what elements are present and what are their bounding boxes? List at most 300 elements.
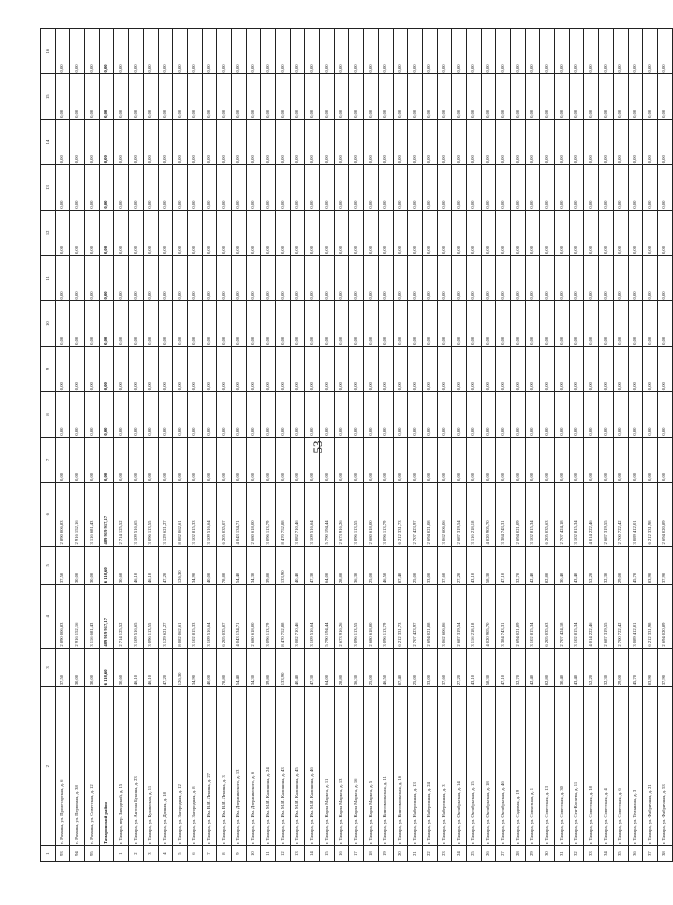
value-cell: 0,00 [496,346,511,391]
value-cell: 0,00 [628,256,643,301]
row-number-cell: 26 [481,846,496,862]
value-cell: 0,00 [555,346,570,391]
table-row [657,29,672,862]
table-row [158,29,173,862]
value-cell: 82,80 [540,648,555,687]
value-cell: 0,00 [114,119,129,164]
value-cell: 0,00 [569,346,584,391]
value-cell: 3 109 516,65 [129,585,144,649]
table-row [349,29,364,862]
value-cell: 3 096 113,79 [261,585,276,649]
value-cell: 33,00 [422,648,437,687]
value-cell: 2 680 618,00 [364,585,379,649]
value-cell: 0,00 [143,210,158,255]
value-cell: 5 790 194,44 [320,585,335,649]
value-cell: 0,00 [555,392,570,437]
value-cell: 0,00 [364,437,379,482]
value-cell: 0,00 [466,437,481,482]
value-cell: 0,00 [85,437,100,482]
value-cell: 46,10 [143,546,158,585]
value-cell: 0,00 [334,29,349,74]
value-cell: 0,00 [496,210,511,255]
value-cell: 0,00 [437,256,452,301]
value-cell: 3 102 815,33 [187,483,202,547]
value-cell: 0,00 [584,437,599,482]
value-cell: 0,00 [202,301,217,346]
value-cell: 0,00 [496,437,511,482]
value-cell: 0,00 [143,301,158,346]
address-cell: г. Тамара, ул. Им. В.И. Ленина, д. 3 [217,687,232,846]
value-cell: 0,00 [628,301,643,346]
value-cell: 0,00 [437,74,452,119]
value-cell: 0,00 [276,301,291,346]
value-cell: 0,00 [217,29,232,74]
value-cell: 0,00 [525,119,540,164]
value-cell: 0,00 [452,437,467,482]
value-cell: 0,00 [305,74,320,119]
value-cell: 0,00 [364,74,379,119]
value-cell: 0,00 [569,437,584,482]
value-cell: 0,00 [99,346,114,391]
value-cell: 0,00 [217,119,232,164]
table-body [41,29,673,862]
value-cell: 0,00 [481,119,496,164]
value-cell: 46,50 [378,546,393,585]
value-cell: 4 020 905,70 [481,483,496,547]
value-cell: 0,00 [511,29,526,74]
table-row [231,29,246,862]
address-cell: г. Тамара, ул. Дачная, д. 18 [158,687,173,846]
value-cell: 2 687 319,55 [599,585,614,649]
row-number-cell: 23 [437,846,452,862]
value-cell: 0,00 [525,392,540,437]
value-cell: 0,00 [143,392,158,437]
value-cell: 0,00 [290,392,305,437]
value-cell: 29,00 [613,546,628,585]
value-cell: 4 014 222,46 [584,483,599,547]
value-cell: 0,00 [584,165,599,210]
value-cell: 0,00 [70,256,85,301]
value-cell: 0,00 [452,119,467,164]
value-cell: 0,00 [378,392,393,437]
value-cell: 0,00 [437,301,452,346]
value-cell: 4 014 222,46 [584,585,599,649]
table-row [511,29,526,862]
value-cell: 0,00 [305,165,320,210]
value-cell: 0,00 [511,74,526,119]
value-cell: 6 212 331,98 [643,483,658,547]
value-cell: 0,00 [584,74,599,119]
value-cell: 0,00 [70,119,85,164]
value-cell: 0,00 [599,165,614,210]
value-cell: 0,00 [70,74,85,119]
value-cell: 0,00 [305,210,320,255]
header-cell: 11 [41,256,56,301]
value-cell: 0,00 [437,346,452,391]
value-cell: 0,00 [569,256,584,301]
value-cell: 0,00 [173,392,188,437]
value-cell: 0,00 [320,210,335,255]
value-cell: 0,00 [393,301,408,346]
address-cell: г. Тамара, ул. Советская, д. 13 [540,687,555,846]
value-cell: 0,00 [261,74,276,119]
value-cell: 0,00 [129,437,144,482]
value-cell: 0,00 [158,437,173,482]
value-cell: 40,00 [202,546,217,585]
value-cell: 3 384 743,31 [496,483,511,547]
value-cell: 0,00 [349,346,364,391]
value-cell: 30,40 [555,546,570,585]
value-cell: 0,00 [99,301,114,346]
value-cell: 0,00 [349,119,364,164]
value-cell: 0,00 [202,346,217,391]
value-cell: 0,00 [158,74,173,119]
value-cell: 0,00 [378,74,393,119]
data-table [40,28,673,862]
value-cell: 0,00 [452,346,467,391]
row-number-cell: 22 [422,846,437,862]
value-cell: 489 919 917,17 [99,483,114,547]
row-number-cell: 94 [70,846,85,862]
value-cell: 0,00 [422,210,437,255]
address-cell: Тамаринский район [99,687,114,846]
address-cell: г. Тамара, ул. Им. М.И. Калинина, д. 24 [261,687,276,846]
address-cell: г. Тамара, ул. Карла Маркса, д. 5 [364,687,379,846]
value-cell: 0,00 [555,256,570,301]
value-cell: 0,00 [187,119,202,164]
value-cell: 0,00 [276,392,291,437]
value-cell: 29,00 [613,648,628,687]
value-cell: 0,00 [378,119,393,164]
value-cell: 0,00 [349,392,364,437]
value-cell: 0,00 [452,210,467,255]
value-cell: 37,90 [657,648,672,687]
value-cell: 0,00 [129,346,144,391]
address-cell: г. Тамара, ул. Фабричная, д. 21 [643,687,658,846]
value-cell: 0,00 [643,29,658,74]
value-cell: 30,60 [114,648,129,687]
row-number-cell: 29 [525,846,540,862]
value-cell: 0,00 [643,74,658,119]
value-cell: 0,00 [599,346,614,391]
value-cell: 0,00 [85,346,100,391]
value-cell: 0,00 [202,74,217,119]
value-cell: 40,40 [290,648,305,687]
value-cell: 0,00 [378,301,393,346]
value-cell: 0,00 [643,165,658,210]
header-cell: 3 [41,648,56,687]
value-cell: 0,00 [305,392,320,437]
value-cell: 0,00 [305,346,320,391]
value-cell: 0,00 [305,119,320,164]
table-row [569,29,584,862]
table-row [70,29,85,862]
value-cell: 0,00 [261,346,276,391]
value-cell: 2 694 021,08 [422,483,437,547]
address-cell: г. Тамара, ул. Комсомольская, д. 11 [378,687,393,846]
value-cell: 0,00 [540,165,555,210]
value-cell: 37,60 [437,546,452,585]
header-cell: 13 [41,165,56,210]
value-cell: 64,00 [320,648,335,687]
value-cell: 0,00 [466,392,481,437]
value-cell: 39,80 [261,546,276,585]
value-cell: 0,00 [158,119,173,164]
value-cell: 0,00 [496,256,511,301]
value-cell: 0,00 [525,29,540,74]
value-cell: 0,00 [129,165,144,210]
value-cell: 2 707 423,97 [408,585,423,649]
value-cell: 30,00 [85,648,100,687]
value-cell: 0,00 [276,256,291,301]
value-cell: 0,00 [334,210,349,255]
value-cell: 0,00 [129,74,144,119]
value-cell: 0,00 [55,256,70,301]
row-number-cell: 4 [158,846,173,862]
row-number-cell: 20 [393,846,408,862]
value-cell: 0,00 [422,29,437,74]
value-cell: 46,50 [378,648,393,687]
value-cell: 0,00 [584,119,599,164]
value-cell: 46,10 [129,648,144,687]
address-cell: г. Тамара, ул. Им. Дзержинского, д. 6 [246,687,261,846]
value-cell: 0,00 [466,210,481,255]
value-cell: 0,00 [334,256,349,301]
value-cell: 0,00 [85,392,100,437]
value-cell: 0,00 [173,119,188,164]
value-cell: 52,20 [584,546,599,585]
value-cell: 0,00 [511,165,526,210]
value-cell: 2 714 125,52 [114,585,129,649]
table-row [525,29,540,862]
value-cell: 0,00 [231,119,246,164]
value-cell: 0,00 [452,74,467,119]
header-cell: 8 [41,392,56,437]
value-cell: 0,00 [378,437,393,482]
value-cell: 0,00 [540,346,555,391]
table-row [437,29,452,862]
row-number-cell: 25 [466,846,481,862]
row-number-cell: 6 [187,846,202,862]
value-cell: 0,00 [393,437,408,482]
value-cell: 2 694 020,89 [657,585,672,649]
value-cell: 0,00 [569,74,584,119]
address-cell: г. Тамара, ул. Сен-Катаева, д. 11 [569,687,584,846]
value-cell: 0,00 [320,256,335,301]
value-cell: 3 096 113,55 [143,585,158,649]
value-cell: 0,00 [393,29,408,74]
value-cell: 0,00 [158,210,173,255]
value-cell: 0,00 [378,256,393,301]
value-cell: 3 062 606,06 [437,585,452,649]
value-cell: 0,00 [231,346,246,391]
value-cell: 5 790 194,44 [320,483,335,547]
value-cell: 0,00 [231,210,246,255]
value-cell: 0,00 [452,301,467,346]
address-cell: г. Тамара, ул. Им. М.И. Калинина, д. 43 [276,687,291,846]
value-cell: 0,00 [481,346,496,391]
value-cell: 0,00 [599,437,614,482]
header-cell: 4 [41,585,56,649]
value-cell: 0,00 [657,74,672,119]
value-cell: 0,00 [305,437,320,482]
value-cell: 0,00 [99,256,114,301]
value-cell: 0,00 [657,256,672,301]
value-cell: 0,00 [657,301,672,346]
value-cell: 0,00 [99,74,114,119]
value-cell: 0,00 [99,437,114,482]
value-cell: 0,00 [613,256,628,301]
value-cell: 0,00 [217,392,232,437]
value-cell: 0,00 [158,392,173,437]
value-cell: 6 212 331,73 [393,483,408,547]
value-cell: 3 384 743,31 [496,585,511,649]
value-cell: 0,00 [408,256,423,301]
value-cell: 78,80 [217,546,232,585]
value-cell: 0,00 [481,165,496,210]
table-row [143,29,158,862]
value-cell: 0,00 [496,74,511,119]
address-cell: г. Тамара, ул. Набережная, д. 13 [408,687,423,846]
value-cell: 0,00 [290,119,305,164]
value-cell: 0,00 [246,165,261,210]
row-number-cell: 2 [129,846,144,862]
value-cell: 0,00 [613,29,628,74]
value-cell: 0,00 [364,256,379,301]
value-cell: 0,00 [393,392,408,437]
value-cell: 0,00 [143,119,158,164]
address-cell: г. Тамара, ул. Карла Маркса, д. 16 [349,687,364,846]
value-cell: 0,00 [525,210,540,255]
value-cell: 0,00 [276,29,291,74]
value-cell: 0,00 [158,301,173,346]
value-cell: 83,90 [643,648,658,687]
value-cell: 3 096 113,55 [349,483,364,547]
address-cell: г. Тамара, ул. Советская, д. 6 [613,687,628,846]
value-cell: 6 205 035,63 [540,585,555,649]
value-cell: 0,00 [231,437,246,482]
value-cell: 54,40 [231,648,246,687]
district-total-row [99,29,114,862]
value-cell: 0,00 [290,74,305,119]
value-cell: 0,00 [320,346,335,391]
value-cell: 0,00 [261,437,276,482]
row-number-cell: 15 [320,846,335,862]
value-cell: 0,00 [173,256,188,301]
value-cell: 0,00 [246,74,261,119]
value-cell: 0,00 [114,165,129,210]
value-cell: 0,00 [55,165,70,210]
value-cell: 0,00 [599,256,614,301]
value-cell: 36,30 [349,546,364,585]
value-cell: 25,00 [408,648,423,687]
address-cell: г. Тамара, ул. Октябрьская, д. 18 [481,687,496,846]
header-cell: 5 [41,546,56,585]
table-row [129,29,144,862]
value-cell: 30,40 [555,648,570,687]
value-cell: 0,00 [408,346,423,391]
value-cell: 45,70 [628,648,643,687]
value-cell: 0,00 [599,119,614,164]
value-cell: 0,00 [540,301,555,346]
value-cell: 0,00 [70,437,85,482]
value-cell: 43,40 [569,648,584,687]
value-cell: 25,00 [364,546,379,585]
row-number-cell: 9 [231,846,246,862]
row-number-cell: 95 [85,846,100,862]
value-cell: 47,20 [158,546,173,585]
value-cell: 0,00 [55,29,70,74]
value-cell: 0,00 [408,165,423,210]
value-cell: 0,00 [657,346,672,391]
value-cell: 27,20 [452,546,467,585]
value-cell: 0,00 [70,210,85,255]
value-cell: 0,00 [657,119,672,164]
address-cell: г. Тамара, ул. Карла Маркса, д. 13 [334,687,349,846]
value-cell: 0,00 [187,301,202,346]
value-cell: 0,00 [466,165,481,210]
value-cell: 0,00 [613,74,628,119]
value-cell: 0,00 [349,165,364,210]
row-number-cell: 12 [276,846,291,862]
value-cell: 87,40 [393,546,408,585]
value-cell: 0,00 [657,29,672,74]
value-cell: 0,00 [231,165,246,210]
address-cell: г. Тамара, ул. Им. М.И. Калинина, д. 46 [305,687,320,846]
value-cell: 0,00 [114,210,129,255]
row-number-cell: 11 [261,846,276,862]
value-cell: 0,00 [657,392,672,437]
value-cell: 30,00 [70,546,85,585]
value-cell: 0,00 [584,301,599,346]
row-number-cell: 24 [452,846,467,862]
row-number-cell: 10 [246,846,261,862]
address-cell: с. Рязанка, ул. Советская, д. 12 [85,687,100,846]
value-cell: 0,00 [114,74,129,119]
value-cell: 3 096 113,79 [261,483,276,547]
value-cell: 0,00 [129,210,144,255]
value-cell: 2 673 916,26 [334,483,349,547]
value-cell: 0,00 [349,29,364,74]
value-cell: 0,00 [217,165,232,210]
value-cell: 0,00 [187,392,202,437]
value-cell: 0,00 [143,29,158,74]
value-cell: 0,00 [643,392,658,437]
value-cell: 0,00 [246,437,261,482]
value-cell: 25,00 [408,546,423,585]
value-cell: 0,00 [643,119,658,164]
value-cell: 25,00 [364,648,379,687]
value-cell: 0,00 [481,256,496,301]
value-cell: 0,00 [555,210,570,255]
value-cell: 0,00 [437,210,452,255]
value-cell: 0,00 [99,210,114,255]
value-cell: 0,00 [85,165,100,210]
row-number-cell: 34 [599,846,614,862]
value-cell: 0,00 [569,165,584,210]
value-cell: 0,00 [334,437,349,482]
value-cell: 2 707 424,18 [555,585,570,649]
header-cell: 16 [41,29,56,74]
header-cell: 1 [41,846,56,862]
value-cell: 43,40 [569,546,584,585]
value-cell: 32,30 [599,648,614,687]
value-cell: 0,00 [55,437,70,482]
row-number-cell: 93 [55,846,70,862]
value-cell: 0,00 [613,210,628,255]
value-cell: 3 096 113,55 [349,585,364,649]
address-cell: г. Тамара, ул. Букинская, д. 11 [143,687,158,846]
